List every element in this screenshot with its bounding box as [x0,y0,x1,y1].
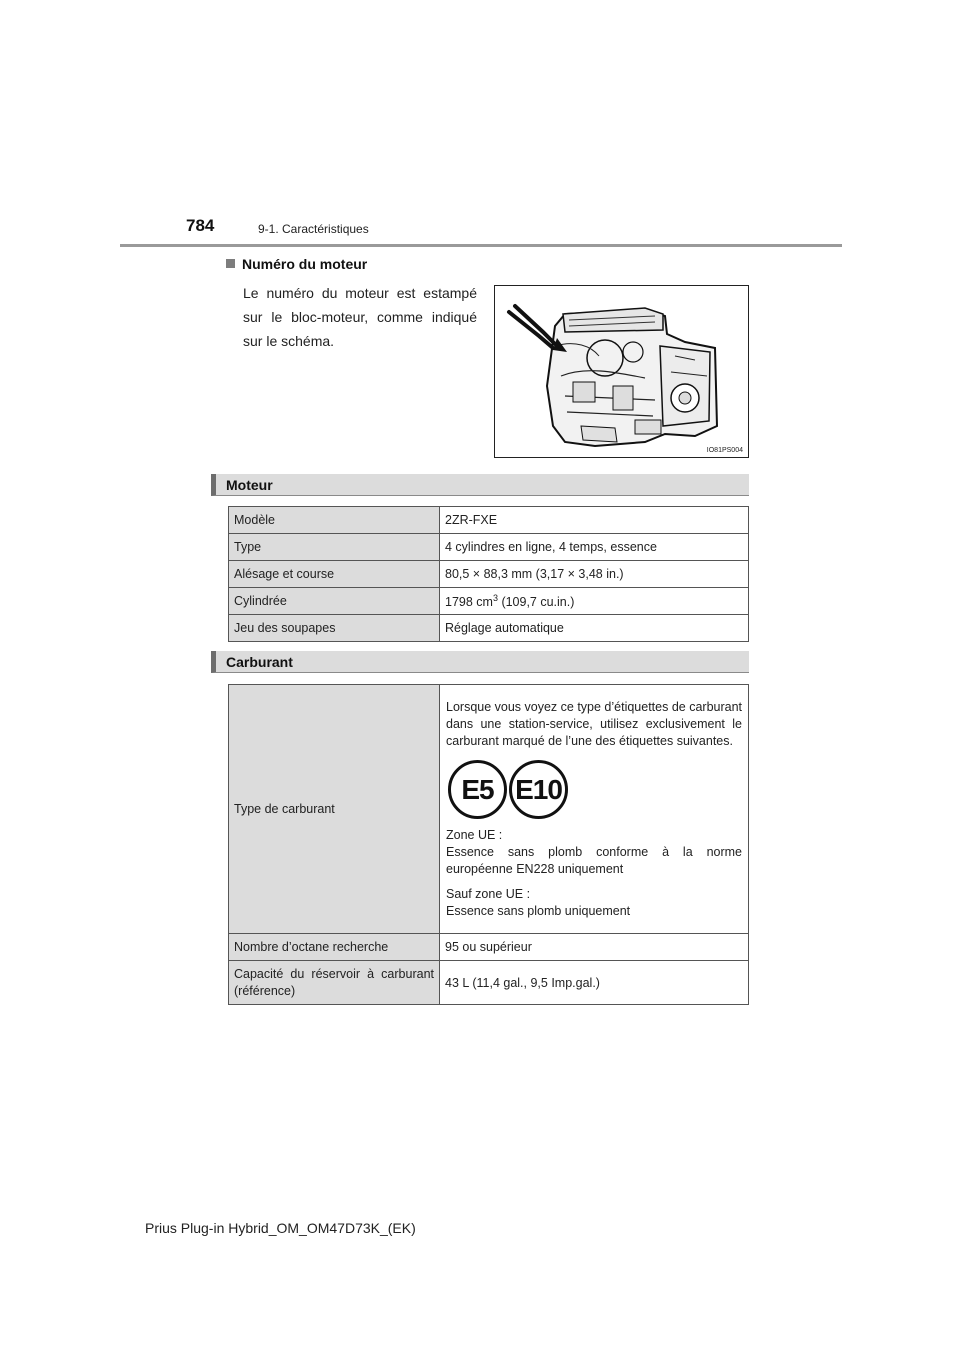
table-row [229,534,749,561]
carburant-section-title: Carburant [226,654,293,670]
table-row [229,561,749,588]
moteur-section-title: Moteur [226,477,273,493]
spec-label: Alésage et course [229,561,440,588]
figure-code: IO81PS004 [706,447,743,454]
fuel-label-e10: E10 [509,760,568,819]
fuel-labels [448,760,742,819]
spec-label: Capacité du réservoir à carburant (référence) [229,961,440,1005]
spec-value: 80,5 × 88,3 mm (3,17 × 3,48 in.) [440,561,749,588]
spec-label: Type de carburant [229,685,440,934]
fuel-label-e5: E5 [448,760,507,819]
page-number: 784 [186,216,215,235]
header-divider [120,244,842,247]
engine-number-text: Le numéro du moteur est estampé sur le bloc-moteur, comme indiqué sur le schéma. [243,285,477,349]
displacement-value: 1798 cm [445,595,493,610]
engine-number-heading [226,256,367,272]
spec-label: Nombre d’octane recherche [229,934,440,961]
fuel-type-value [440,685,749,934]
table-row [229,615,749,642]
displacement-exponent: 3 [492,592,498,603]
non-eu-zone-title: Sauf zone UE : [446,886,531,901]
spec-label: Cylindrée [229,588,440,615]
spec-label: Type [229,534,440,561]
fuel-label-intro: Lorsque vous voyez ce type d’étiquettes de carburant dans une station-service, utilisez exclusivement le carburant marqué de l’une des étiquettes suivantes. [446,699,743,748]
square-bullet-icon [226,259,235,268]
engine-illustration [495,286,748,457]
spec-value: Réglage automatique [440,615,749,642]
moteur-table [228,506,749,642]
table-row [229,588,749,615]
table-row [229,685,749,934]
eu-zone-text: Essence sans plomb conforme à la norme européenne EN228 uniquement [446,844,742,876]
engine-figure [494,285,749,458]
spec-label: Jeu des soupapes [229,615,440,642]
spec-value: 2ZR-FXE [440,507,749,534]
spec-value [440,588,749,615]
displacement-imperial: (109,7 cu.in.) [497,595,575,610]
spec-label: Modèle [229,507,440,534]
carburant-section-bar [211,651,749,673]
table-row [229,961,749,1005]
eu-zone-title: Zone UE : [446,827,503,842]
table-row [229,507,749,534]
moteur-section-bar [211,474,749,496]
spec-value: 4 cylindres en ligne, 4 temps, essence [440,534,749,561]
spec-value: 43 L (11,4 gal., 9,5 Imp.gal.) [440,961,749,1005]
engine-number-title: Numéro du moteur [242,256,368,272]
carburant-table [228,684,749,1005]
spec-value: 95 ou supérieur [440,934,749,961]
non-eu-zone-text: Essence sans plomb uniquement [446,903,631,918]
document-footer: Prius Plug-in Hybrid_OM_OM47D73K_(EK) [145,1220,416,1236]
table-row [229,934,749,961]
section-title: 9-1. Caractéristiques [258,222,369,236]
